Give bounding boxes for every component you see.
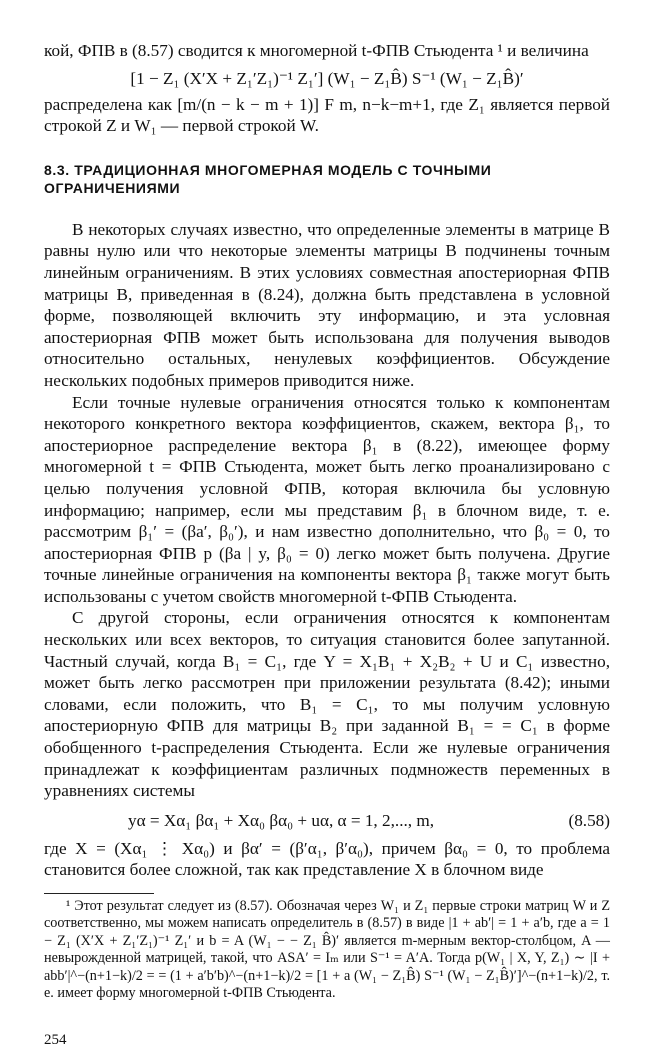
paragraph-4: где X = (Xα₁ ⋮ Xα₀) и βα′ = (β′α₁, β′α₀), причем βα₀ = 0, то проблема становится более сложной, так как представление X в блочном виде xyxy=(44,838,610,880)
footnote-rule xyxy=(44,893,154,894)
equation-block: [1 − Z₁ (X′X + Z₁′Z₁)⁻¹ Z₁′] (W₁ − Z₁B̂) S⁻¹ (W₁ − Z₁B̂)′ xyxy=(130,68,524,88)
intro-paragraph-2 xyxy=(44,94,610,137)
intro-paragraph xyxy=(44,40,610,62)
section-heading xyxy=(44,161,610,197)
paragraph-1: В некоторых случаях известно, что определенные элементы в матрице B равны нулю или что некоторые элементы матрицы B подчинены точным линейным ограничениям. В этих условиях совместная апостериорная ФПВ матрицы B, приведенная в (8.24), должна быть представлена в условной форме, позволяющей включить эту информацию, и эта условная апостериорная ФПВ может быть использована для получения выводов относительно остальных, ненулевых коэффициентов. Обсуждение нескольких подобных примеров приводится ниже. xyxy=(44,219,610,390)
intro-text-1: кой, ФПВ в (8.57) сводится к многомерной t-ФПВ Стьюдента ¹ и величина xyxy=(44,41,589,60)
equation-8-58-body: yα = Xα₁ βα₁ + Xα₀ βα₀ + uα, α = 1, 2,..., m, xyxy=(128,810,435,830)
equation-8-58 xyxy=(44,810,610,832)
section-title: ТРАДИЦИОННАЯ МНОГОМЕРНАЯ МОДЕЛЬ С ТОЧНЫМИ ОГРАНИЧЕНИЯМИ xyxy=(44,161,492,196)
equation-8-58-number: (8.58) xyxy=(568,810,610,830)
body-text-2 xyxy=(44,838,610,881)
footnote-text: ¹ Этот результат следует из (8.57). Обозначая через W₁ и Z₁ первые строки матриц W и Z соответственно, мы можем написать определитель в (8.57) в виде |1 + ab′| = 1 + a′b, где a = 1 − Z₁ (X′X + Z₁′Z₁)⁻¹ Z₁′ и b = A (W₁ − − Z₁ B̂)′ является m-мерным вектор-столбцом, A — невырожденной матрицей, такой, что ASA′ = Iₘ или S⁻¹ = A′A. Тогда p(W₁ | X, Y, Z₁) ∼ |I + abb′|^−(n+1−k)/2 = = (1 + a′b′b)^−(n+1−k)/2 = [1 + a (W₁ − Z₁B̂) S⁻¹ (W₁ − Z₁B̂)′]^−(n+1−k)/2, т. е. имеет форму многомерной t-ФПВ Стьюдента. xyxy=(44,898,610,1002)
page-number: 254 xyxy=(44,1032,67,1049)
intro-text-2: распределена как [m/(n − k − m + 1)] F m, n−k−m+1, где Z₁ является первой строкой Z и W₁ — первой строкой W. xyxy=(44,94,610,136)
paragraph-3: С другой стороны, если ограничения относятся к компонентам нескольких или всех векторов, то ситуация становится более запутанной. Частный случай, когда B₁ = C₁, где Y = X₁B₁ + X₂B₂ + U и C₁ известно, может быть легко рассмотрен при приложении результата (8.42); иными словами, если положить, что B₁ = C₁, то мы получим условную апостериорную ФПВ для матрицы B₂ при заданной B₁ = = C₁ в форме обобщенного t-распределения Стьюдента. Если же нулевые ограничения принадлежат к коэффициентам различных подмножеств переменных в уравнениях системы xyxy=(44,608,610,801)
page-body xyxy=(44,40,610,1049)
section-number: 8.3. xyxy=(44,161,70,178)
footnote xyxy=(44,898,610,1002)
paragraph-2: Если точные нулевые ограничения относятся только к компонентам некоторого конкретного вектора коэффициентов, скажем, вектора β₁, то апостериорное распределение вектора β₁ в (8.22), имеющее форму многомерной t = ФПВ Стьюдента, может быть легко проанализировано с целью получения условной ФПВ, которая включила бы условную информацию; например, если мы представим β₁ в блочном виде, т. е. рассмотрим β₁′ = (βa′, β₀′), и нам известно дополнительно, что β₀ = 0, то апостериорная ФПВ p (βa | y, β₀ = 0) легко может быть получена. Другие точные линейные ограничения на компоненты вектора β₁ также могут быть использованы с учетом свойств многомерной t-ФПВ Стьюдента. xyxy=(44,392,610,606)
body-text xyxy=(44,219,610,802)
